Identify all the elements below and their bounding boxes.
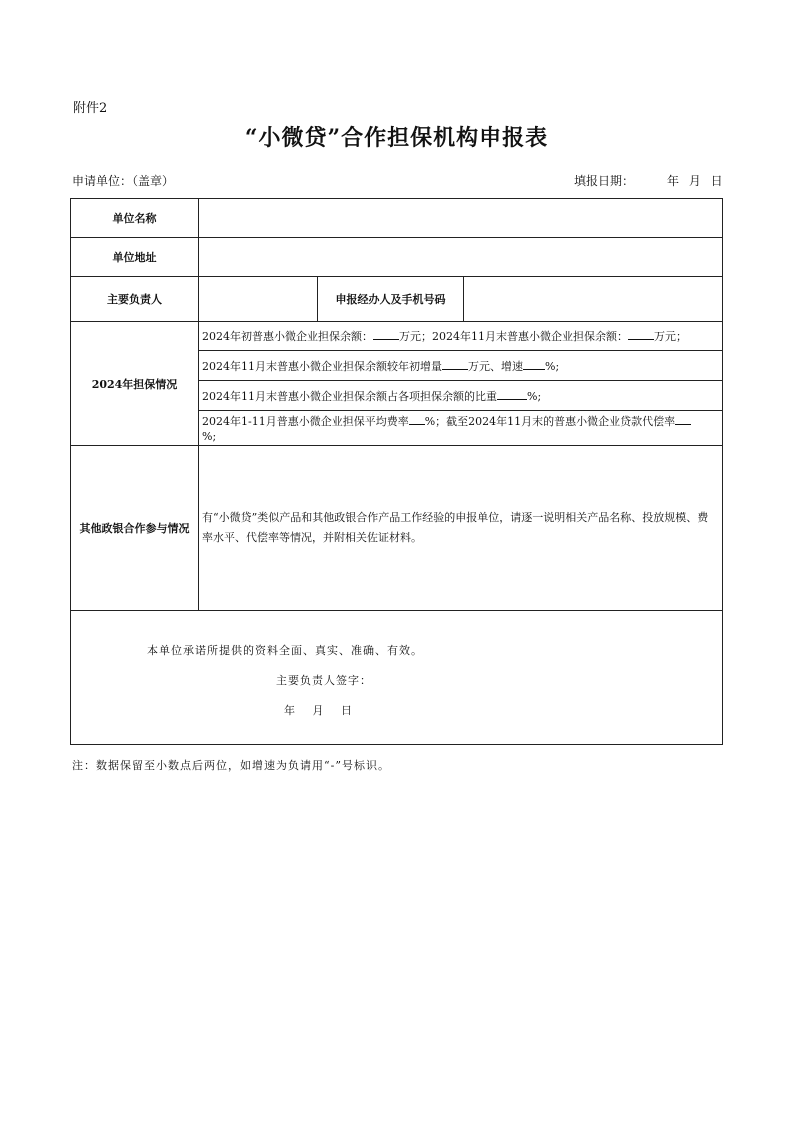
guarantee-line-2 xyxy=(199,351,723,381)
row-unit-address xyxy=(71,238,723,277)
signature-label[interactable]: 主要负责人签字： xyxy=(276,674,372,687)
guarantee-line-4 xyxy=(199,411,723,446)
g2-blank-increase[interactable] xyxy=(442,358,468,370)
g4-text-b: %；截至2024年11月末的普惠小微企业贷款代偿率 xyxy=(424,414,676,428)
g4-blank-compensation-rate[interactable] xyxy=(675,413,691,425)
g1-text-b: 万元；2024年11月末普惠小微企业担保余额： xyxy=(399,330,628,343)
application-form-table xyxy=(70,198,723,745)
guarantee-line-3 xyxy=(199,381,723,411)
handler-field[interactable] xyxy=(464,277,723,322)
form-title: “小微贷”合作担保机构申报表 xyxy=(244,125,549,151)
row-principal xyxy=(71,277,723,322)
row-guarantee-1 xyxy=(71,322,723,351)
fill-date-label: 填报日期： xyxy=(574,174,635,188)
row-commitment xyxy=(71,611,723,745)
g2-text-b: 万元、增速 xyxy=(468,359,523,373)
fill-date-value[interactable]: 年 月 日 xyxy=(667,174,723,188)
g3-text-a: 2024年11月末普惠小微企业担保余额占各项担保余额的比重 xyxy=(202,389,497,403)
unit-name-label: 单位名称 xyxy=(71,199,199,238)
commitment-text: 本单位承诺所提供的资料全面、真实、准确、有效。 xyxy=(147,644,423,657)
guarantee-line-1 xyxy=(199,322,723,351)
g2-text-a: 2024年11月末普惠小微企业担保余额较年初增量 xyxy=(202,359,442,373)
principal-label: 主要负责人 xyxy=(71,277,199,322)
g4-blank-fee-rate[interactable] xyxy=(409,413,425,425)
commitment-cell xyxy=(71,611,723,745)
unit-address-field[interactable] xyxy=(199,238,723,277)
unit-name-field[interactable] xyxy=(199,199,723,238)
g2-blank-growth[interactable] xyxy=(523,358,545,370)
attachment-label: 附件2 xyxy=(73,101,108,116)
unit-address-label: 单位地址 xyxy=(71,238,199,277)
footnote: 注：数据保留至小数点后两位，如增速为负请用“-”号标识。 xyxy=(72,759,390,772)
g1-blank-end-balance[interactable] xyxy=(628,328,654,340)
other-cooperation-label: 其他政银合作参与情况 xyxy=(71,446,199,611)
guarantee-label: 2024年担保情况 xyxy=(71,322,199,446)
signature-date[interactable]: 年 月 日 xyxy=(284,704,352,717)
row-other-cooperation xyxy=(71,446,723,611)
row-unit-name xyxy=(71,199,723,238)
g3-blank-share[interactable] xyxy=(497,388,527,400)
g3-text-b: %; xyxy=(527,389,542,403)
other-cooperation-field[interactable]: 有“小微贷”类似产品和其他政银合作产品工作经验的申报单位，请逐一说明相关产品名称、投放规模、费率水平、代偿率等情况，并附相关佐证材料。 xyxy=(199,446,723,611)
applicant-unit-label: 申请单位：（盖章） xyxy=(72,174,175,188)
principal-field[interactable] xyxy=(199,277,318,322)
g1-text-a: 2024年初普惠小微企业担保余额： xyxy=(202,330,373,343)
g2-text-c: %; xyxy=(545,359,560,373)
g4-text-c: %; xyxy=(202,429,217,443)
handler-label: 申报经办人及手机号码 xyxy=(318,277,464,322)
g1-blank-start-balance[interactable] xyxy=(373,328,399,340)
g1-text-c: 万元； xyxy=(654,330,687,343)
g4-text-a: 2024年1-11月普惠小微企业担保平均费率 xyxy=(202,414,409,428)
